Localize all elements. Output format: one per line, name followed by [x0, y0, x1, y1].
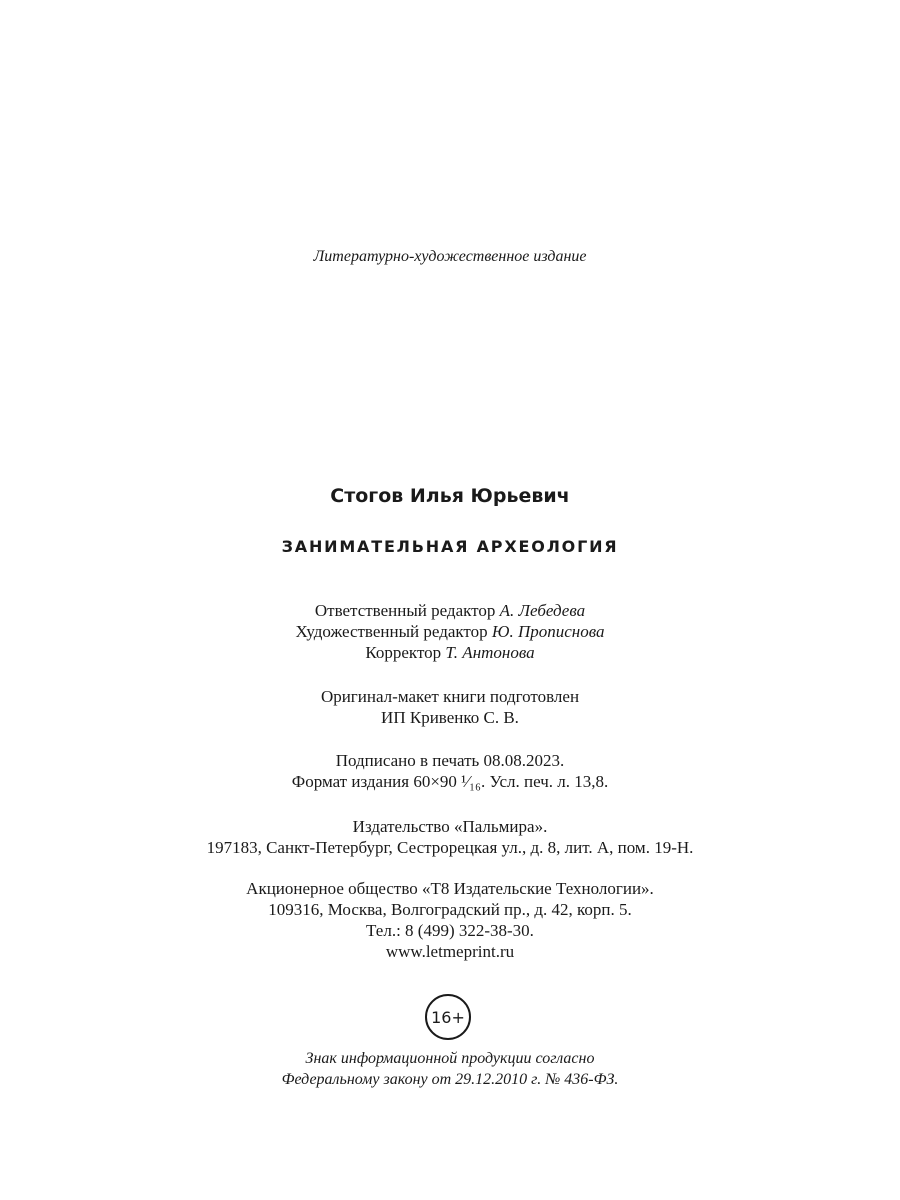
publisher-address: 197183, Санкт-Петербург, Сестрорецкая ул., д. 8, лит. А, пом. 19-Н. — [206, 838, 694, 857]
layout-line-1: Оригинал-макет книги подготовлен — [320, 687, 580, 706]
info-product-notice — [0, 1048, 900, 1090]
publisher-block — [0, 816, 900, 858]
chief-editor-role: Ответственный редактор — [314, 601, 496, 620]
notice-line-2: Федеральному закону от 29.12.2010 г. № 436-ФЗ. — [281, 1071, 619, 1088]
print-signed: Подписано в печать 08.08.2023. — [335, 751, 565, 770]
printer-address: 109316, Москва, Волгоградский пр., д. 42, корп. 5. — [268, 900, 632, 919]
proofreader-line — [0, 642, 900, 663]
layout-line-2: ИП Кривенко С. В. — [381, 708, 519, 727]
author-name: Стогов Илья Юрьевич — [330, 485, 570, 507]
printer-phone: Тел.: 8 (499) 322-38-30. — [366, 921, 534, 940]
art-editor-line — [0, 621, 900, 642]
chief-editor-name: А. Лебедева — [499, 601, 586, 620]
publisher-name: Издательство «Пальмира». — [352, 817, 548, 836]
printer-website: www.letmeprint.ru — [385, 942, 515, 961]
art-editor-name: Ю. Прописнова — [491, 622, 605, 641]
print-format: Формат издания 60×90 ¹⁄₁₆. Усл. печ. л. 13,8. — [291, 772, 609, 791]
art-editor-role: Художественный редактор — [295, 622, 488, 641]
age-rating-badge: 16+ — [425, 994, 471, 1040]
printer-name: Акционерное общество «Т8 Издательские Технологии». — [246, 879, 654, 898]
printer-block — [0, 878, 900, 962]
edition-type: Литературно-художественное издание — [313, 248, 587, 265]
credits-block — [0, 600, 900, 663]
proofreader-name: Т. Антонова — [445, 643, 535, 662]
notice-line-1: Знак информационной продукции согласно — [305, 1050, 595, 1067]
layout-block — [0, 686, 900, 728]
book-title: ЗАНИМАТЕЛЬНАЯ АРХЕОЛОГИЯ — [281, 537, 619, 556]
proofreader-role: Корректор — [365, 643, 442, 662]
chief-editor-line — [0, 600, 900, 621]
print-block — [0, 750, 900, 792]
